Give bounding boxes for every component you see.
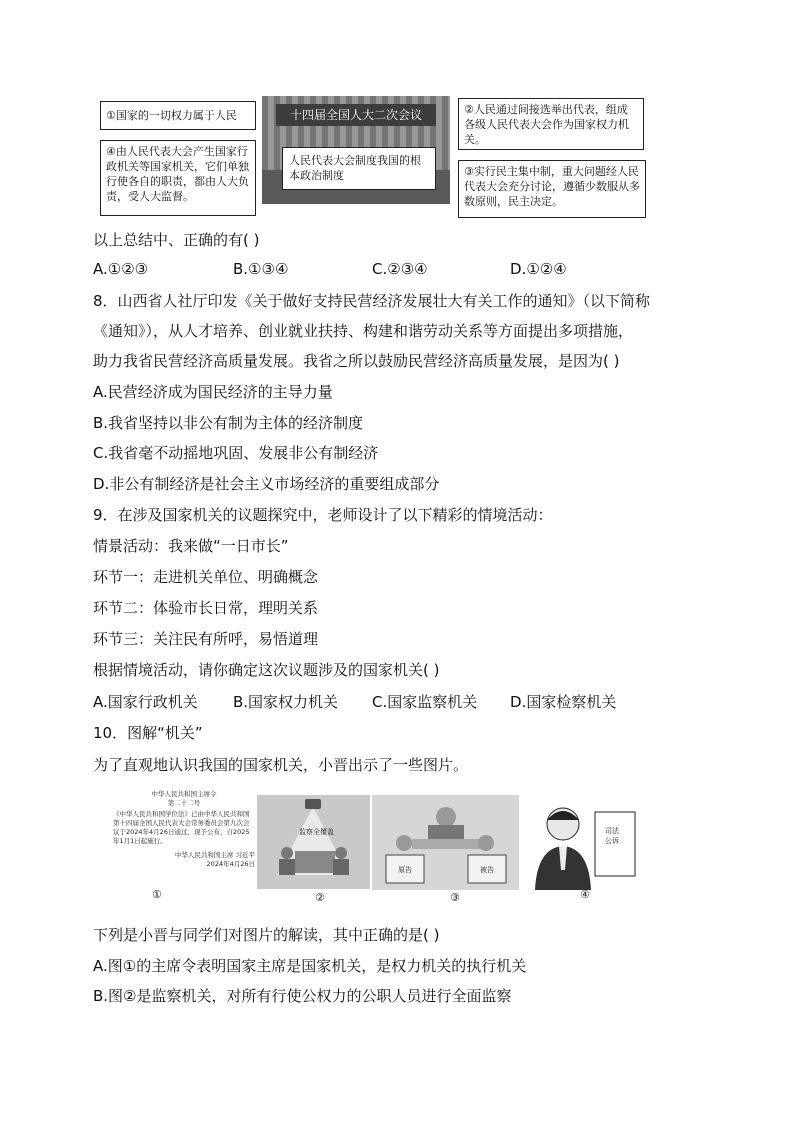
diagram-box-1: ①国家的一切权力属于人民 [100, 101, 256, 130]
order-date: 2024年4月26日 [206, 860, 255, 868]
q8-option-a[interactable]: A.民营经济成为国民经济的主导力量 [93, 383, 333, 401]
q9-line-4: 环节二：体验市长日常，理明关系 [93, 599, 319, 617]
court-illustration [372, 795, 519, 890]
q7-option-d[interactable]: D.①②④ [510, 260, 567, 278]
diagram-box-4: ④由人民代表大会产生国家行政机关等国家机关，它们单独行使各自的职责，都由人大负责，受人大监督。 [100, 140, 256, 216]
order-number: 第二十二号 [167, 799, 201, 807]
diagram-box-3: ③实行民主集中制，重大问题经人民代表大会充分讨论，遵循少数服从多数原则，民主决定。 [458, 160, 646, 218]
q9-option-c[interactable]: C.国家监察机关 [372, 693, 478, 711]
supervision-illustration [257, 795, 370, 889]
public-prosecution-paper [605, 826, 619, 846]
plaintiff-label: 原告 [398, 866, 412, 874]
order-body: 《中华人民共和国学位法》已由中华人民共和国第十四届全国人民代表大会常务委员会第九次会议于2024年4月26日通过，现予公布，自2025年1月1日起施行。 [113, 810, 250, 845]
presidential-order-image [113, 790, 255, 902]
q10-line-3: 下列是小晋与同学们对图片的解读，其中正确的是( ) [93, 926, 440, 944]
q8-option-b[interactable]: B.我省坚持以非公有制为主体的经济制度 [93, 414, 364, 432]
q9-line-1: 9．在涉及国家机关的议题探究中，老师设计了以下精彩的情境活动： [93, 506, 553, 524]
order-title: 中华人民共和国主席令 [151, 790, 217, 798]
q10-option-a[interactable]: A.图①的主席令表明国家主席是国家机关，是权力机关的执行机关 [93, 957, 527, 975]
q9-option-d[interactable]: D.国家检察机关 [510, 693, 617, 711]
q7-option-a[interactable]: A.①②③ [93, 260, 149, 278]
image-number-3: ③ [450, 891, 460, 904]
image-number-2: ② [315, 891, 325, 904]
q9-option-a[interactable]: A.国家行政机关 [93, 693, 198, 711]
supervision-image [257, 795, 370, 889]
q8-line-3: 助力我省民营经济高质量发展。我省之所以鼓励民营经济高质量发展，是因为( ) [93, 352, 620, 370]
q9-line-5: 环节三：关注民有所呼，易悟道理 [93, 630, 319, 648]
prosecutor-image [525, 798, 641, 890]
paper-line-1: 司法 [605, 827, 619, 835]
diagram-center: 人民代表大会制度我国的根本政治制度 [282, 147, 436, 190]
photo-banner: 十四届全国人大二次会议 [276, 104, 436, 126]
image-number-4: ④ [580, 888, 590, 901]
q8-line-2: 《通知》），从人才培养、创业就业扶持、构建和谐劳动关系等方面提出多项措施， [93, 322, 634, 340]
q10-line-1: 10．图解“机关” [93, 724, 203, 742]
q7-option-b[interactable]: B.①③④ [233, 260, 289, 278]
q10-option-b[interactable]: B.图②是监察机关，对所有行使公权力的公职人员进行全面监察 [93, 987, 512, 1005]
q8-option-d[interactable]: D.非公有制经济是社会主义市场经济的重要组成部分 [93, 475, 440, 493]
order-signature: 中华人民共和国主席 习近平 [174, 851, 255, 859]
q10-line-2: 为了直观地认识我国的国家机关，小晋出示了一些图片。 [93, 756, 469, 774]
q9-option-b[interactable]: B.国家权力机关 [233, 693, 339, 711]
supervision-label: 监察全覆盖 [299, 828, 334, 836]
paper-line-2: 公诉 [605, 837, 619, 845]
q7-stem: 以上总结中、正确的有( ) [93, 231, 260, 249]
diagram-box-2: ②人民通过间接选举出代表，组成各级人民代表大会作为国家权力机关。 [458, 98, 644, 150]
q9-line-3: 环节一：走进机关单位、明确概念 [93, 568, 319, 586]
q9-line-6: 根据情境活动，请你确定这次议题涉及的国家机关( ) [93, 661, 440, 679]
court-image [372, 795, 519, 890]
q9-line-2: 情景活动：我来做“一日市长” [93, 537, 289, 555]
prosecutor-illustration [525, 798, 641, 890]
defendant-label: 被告 [480, 866, 494, 874]
q7-option-c[interactable]: C.②③④ [372, 260, 428, 278]
image-number-1: ① [152, 888, 162, 901]
q8-line-1: 8．山西省人社厅印发《关于做好支持民营经济发展壮大有关工作的通知》（以下简称 [93, 292, 651, 310]
q8-option-c[interactable]: C.我省毫不动摇地巩固、发展非公有制经济 [93, 444, 379, 462]
